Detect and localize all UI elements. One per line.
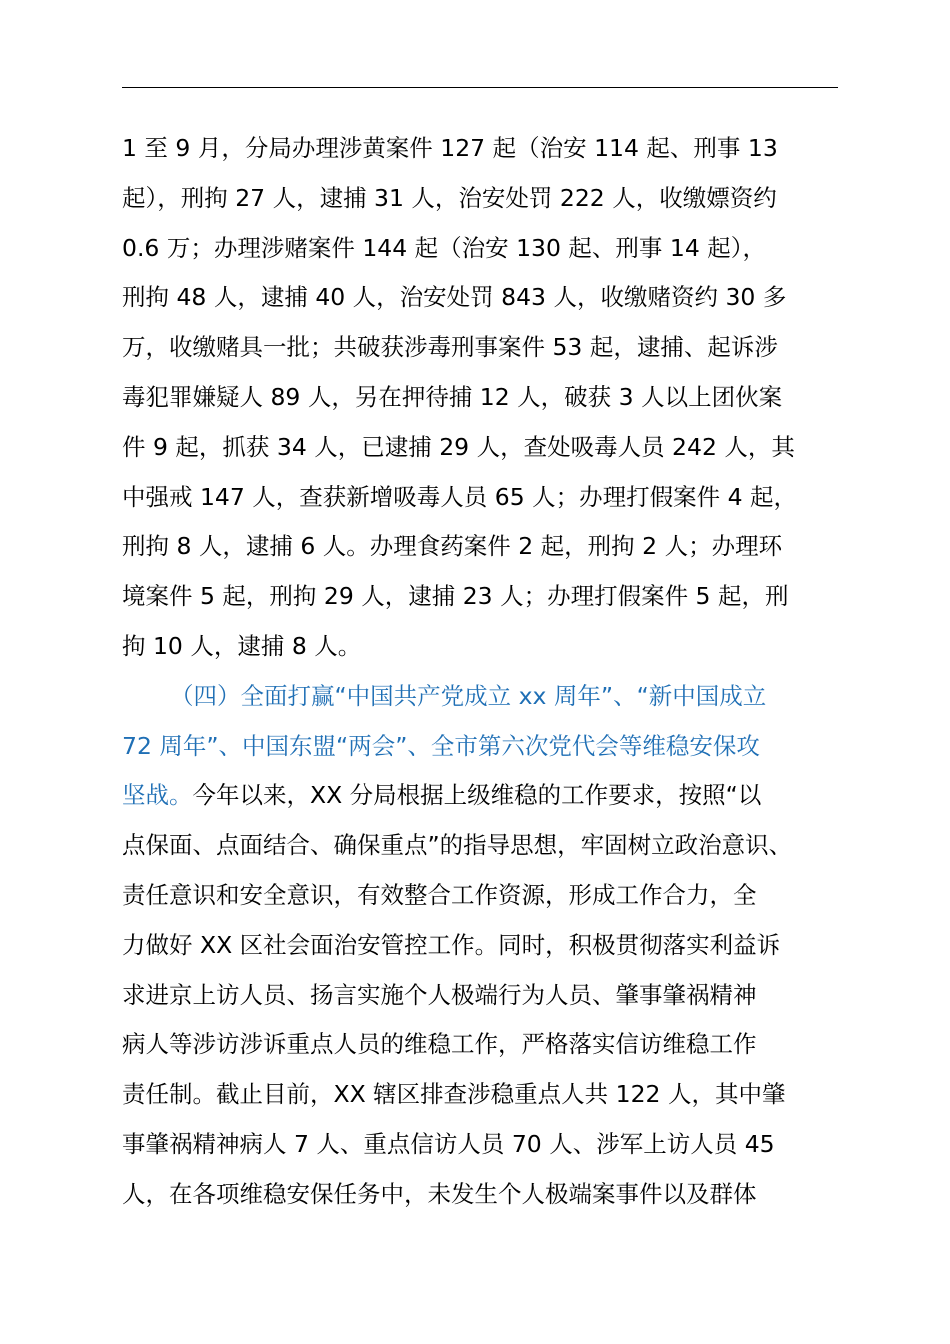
section-heading-line: （四）全面打赢“中国共产党成立 xx 周年”、“新中国成立 [170,681,767,710]
text-line: 境案件 5 起，刑拘 29 人，逮捕 23 人；办理打假案件 5 起，刑 [122,582,789,611]
text-line: 病人等涉访涉诉重点人员的维稳工作，严格落实信访维稳工作 [122,1030,757,1059]
text-line: 0.6 万；办理涉赌案件 144 起（治安 130 起、刑事 14 起）， [122,233,767,262]
text-line: 力做好 XX 区社会面治安管控工作。同时，积极贯彻落实利益诉 [122,930,781,959]
section-heading-line: 72 周年”、中国东盟“两会”、全市第六次党代会等维稳安保攻 [122,731,760,760]
section-heading-end: 坚战。 [122,781,193,810]
text-line: 责任制。截止目前，XX 辖区排查涉稳重点人共 122 人，其中肇 [122,1080,786,1109]
text-line: 拘 10 人，逮捕 8 人。 [122,631,362,660]
text-line: 万，收缴赌具一批；共破获涉毒刑事案件 53 起，逮捕、起诉涉 [122,333,778,362]
document-body [122,124,852,1220]
text-line: 点保面、点面结合、确保重点”的指导思想，牢固树立政治意识、 [122,831,793,860]
paragraph-case-statistics [122,124,852,672]
text-line: 件 9 起，抓获 34 人，已逮捕 29 人，查处吸毒人员 242 人，其 [122,432,795,461]
paragraph-section-4 [122,672,852,1220]
text-line: 起），刑拘 27 人，逮捕 31 人，治安处罚 222 人，收缴嫖资约 [122,183,777,212]
text-line: 人，在各项维稳安保任务中，未发生个人极端案事件以及群体 [122,1179,757,1208]
text-line: 责任意识和安全意识，有效整合工作资源，形成工作合力，全 [122,880,757,909]
header-rule [122,87,838,88]
text-line: 中强戒 147 人，查获新增吸毒人员 65 人；办理打假案件 4 起， [122,482,798,511]
body-text-start: 今年以来，XX 分局根据上级维稳的工作要求，按照“以 [192,781,762,810]
text-line: 求进京上访人员、扬言实施个人极端行为人员、肇事肇祸精神 [122,980,757,1009]
text-line: 刑拘 48 人，逮捕 40 人，治安处罚 843 人，收缴赌资约 30 多 [122,283,787,312]
text-line: 刑拘 8 人，逮捕 6 人。办理食药案件 2 起，刑拘 2 人；办理环 [122,532,783,561]
text-line: 1 至 9 月，分局办理涉黄案件 127 起（治安 114 起、刑事 13 [122,134,778,162]
text-line: 事肇祸精神病人 7 人、重点信访人员 70 人、涉军上访人员 45 [122,1129,775,1158]
text-line: 毒犯罪嫌疑人 89 人，另在押待捕 12 人，破获 3 人以上团伙案 [122,382,783,411]
text-line [122,771,852,821]
